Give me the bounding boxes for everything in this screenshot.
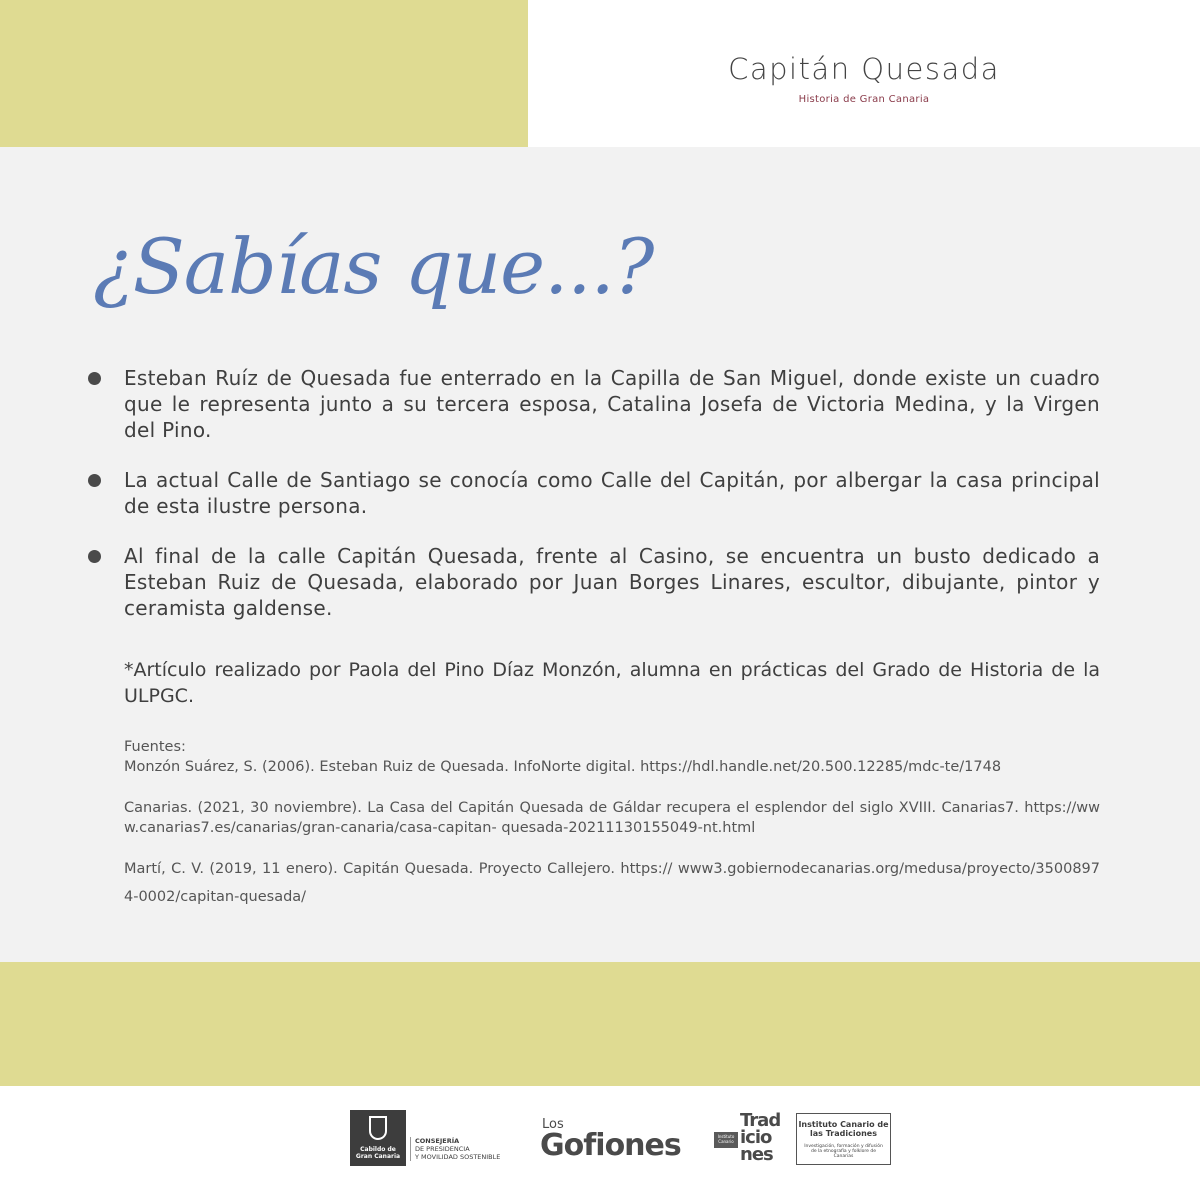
- header-accent-block: [0, 0, 528, 147]
- sources-label: Fuentes:: [124, 739, 186, 755]
- source-entry: Monzón Suárez, S. (2006). Esteban Ruiz de Quesada. InfoNorte digital. https://hdl.handle.net/20.500.12285/mdc-te/1748: [124, 759, 1002, 775]
- source-entry: Martí, C. V. (2019, 11 enero). Capitán Quesada. Proyecto Callejero. https:// www3.gobiernodecanarias.org/medusa/proyecto/35008974-0002/capitan-quesada/: [124, 861, 1100, 905]
- tradiciones-wordmark: Trad icio nes: [740, 1110, 781, 1165]
- instituto-tagline: Investigación, formación y difusión de la etnografía y folklore de Canarias: [804, 1144, 883, 1159]
- cabildo-label: Cabildo de Gran Canaria: [355, 1146, 401, 1160]
- source-entry: Canarias. (2021, 30 noviembre). La Casa del Capitán Quesada de Gáldar recupera el esplendor del siglo XVIII. Canarias7. https://www.canarias7.es/canarias/gran-canaria/casa-capitan- quesada-20211130155049-nt.html: [124, 800, 1100, 836]
- gofiones-small-label: Los: [542, 1117, 564, 1132]
- fact-text: La actual Calle de Santiago se conocía como Calle del Capitán, por albergar la casa principal de esta ilustre persona.: [124, 468, 1100, 518]
- consejeria-line: DE PRESIDENCIA: [415, 1145, 470, 1153]
- footer-accent-band: [0, 962, 1200, 1086]
- bullet-icon: [88, 474, 101, 487]
- author-note: *Artículo realizado por Paola del Pino Díaz Monzón, alumna en prácticas del Grado de Historia de la ULPGC.: [124, 659, 1100, 707]
- list-item: [88, 365, 1100, 443]
- list-item: [88, 467, 1100, 519]
- gofiones-logo: [540, 1118, 681, 1161]
- instituto-title: Instituto Canario de las Tradiciones: [798, 1120, 889, 1138]
- consejeria-line: Y MOVILIDAD SOSTENIBLE: [415, 1153, 501, 1161]
- instituto-logo: [796, 1113, 891, 1165]
- headline: ¿Sabías que...?: [93, 222, 654, 311]
- bullet-icon: [88, 372, 101, 385]
- cabildo-logo: [350, 1110, 406, 1166]
- gofiones-label: Gofiones: [540, 1128, 681, 1163]
- tradiciones-logo: [714, 1112, 786, 1168]
- sources-section: [124, 737, 1100, 932]
- fact-text: Al final de la calle Capitán Quesada, frente al Casino, se encuentra un busto dedicado a Esteban Ruiz de Quesada, elaborado por Juan Borges Linares, escultor, dibujante, pintor y ceramista galdense.: [124, 544, 1100, 620]
- consejeria-title: CONSEJERÍA: [415, 1137, 460, 1145]
- facts-list: [88, 365, 1100, 645]
- fact-text: Esteban Ruíz de Quesada fue enterrado en la Capilla de San Miguel, donde existe un cuadro que le representa junto a su tercera esposa, Catalina Josefa de Victoria Medina, y la Virgen del Pino.: [124, 366, 1100, 442]
- shield-icon: [369, 1116, 387, 1140]
- list-item: [88, 543, 1100, 621]
- consejeria-logo: [410, 1137, 500, 1161]
- tradiciones-tag: Instituto Canario: [714, 1132, 738, 1148]
- page-title: Capitán Quesada: [728, 52, 1000, 86]
- bullet-icon: [88, 550, 101, 563]
- page-subtitle: Historia de Gran Canaria: [798, 94, 930, 105]
